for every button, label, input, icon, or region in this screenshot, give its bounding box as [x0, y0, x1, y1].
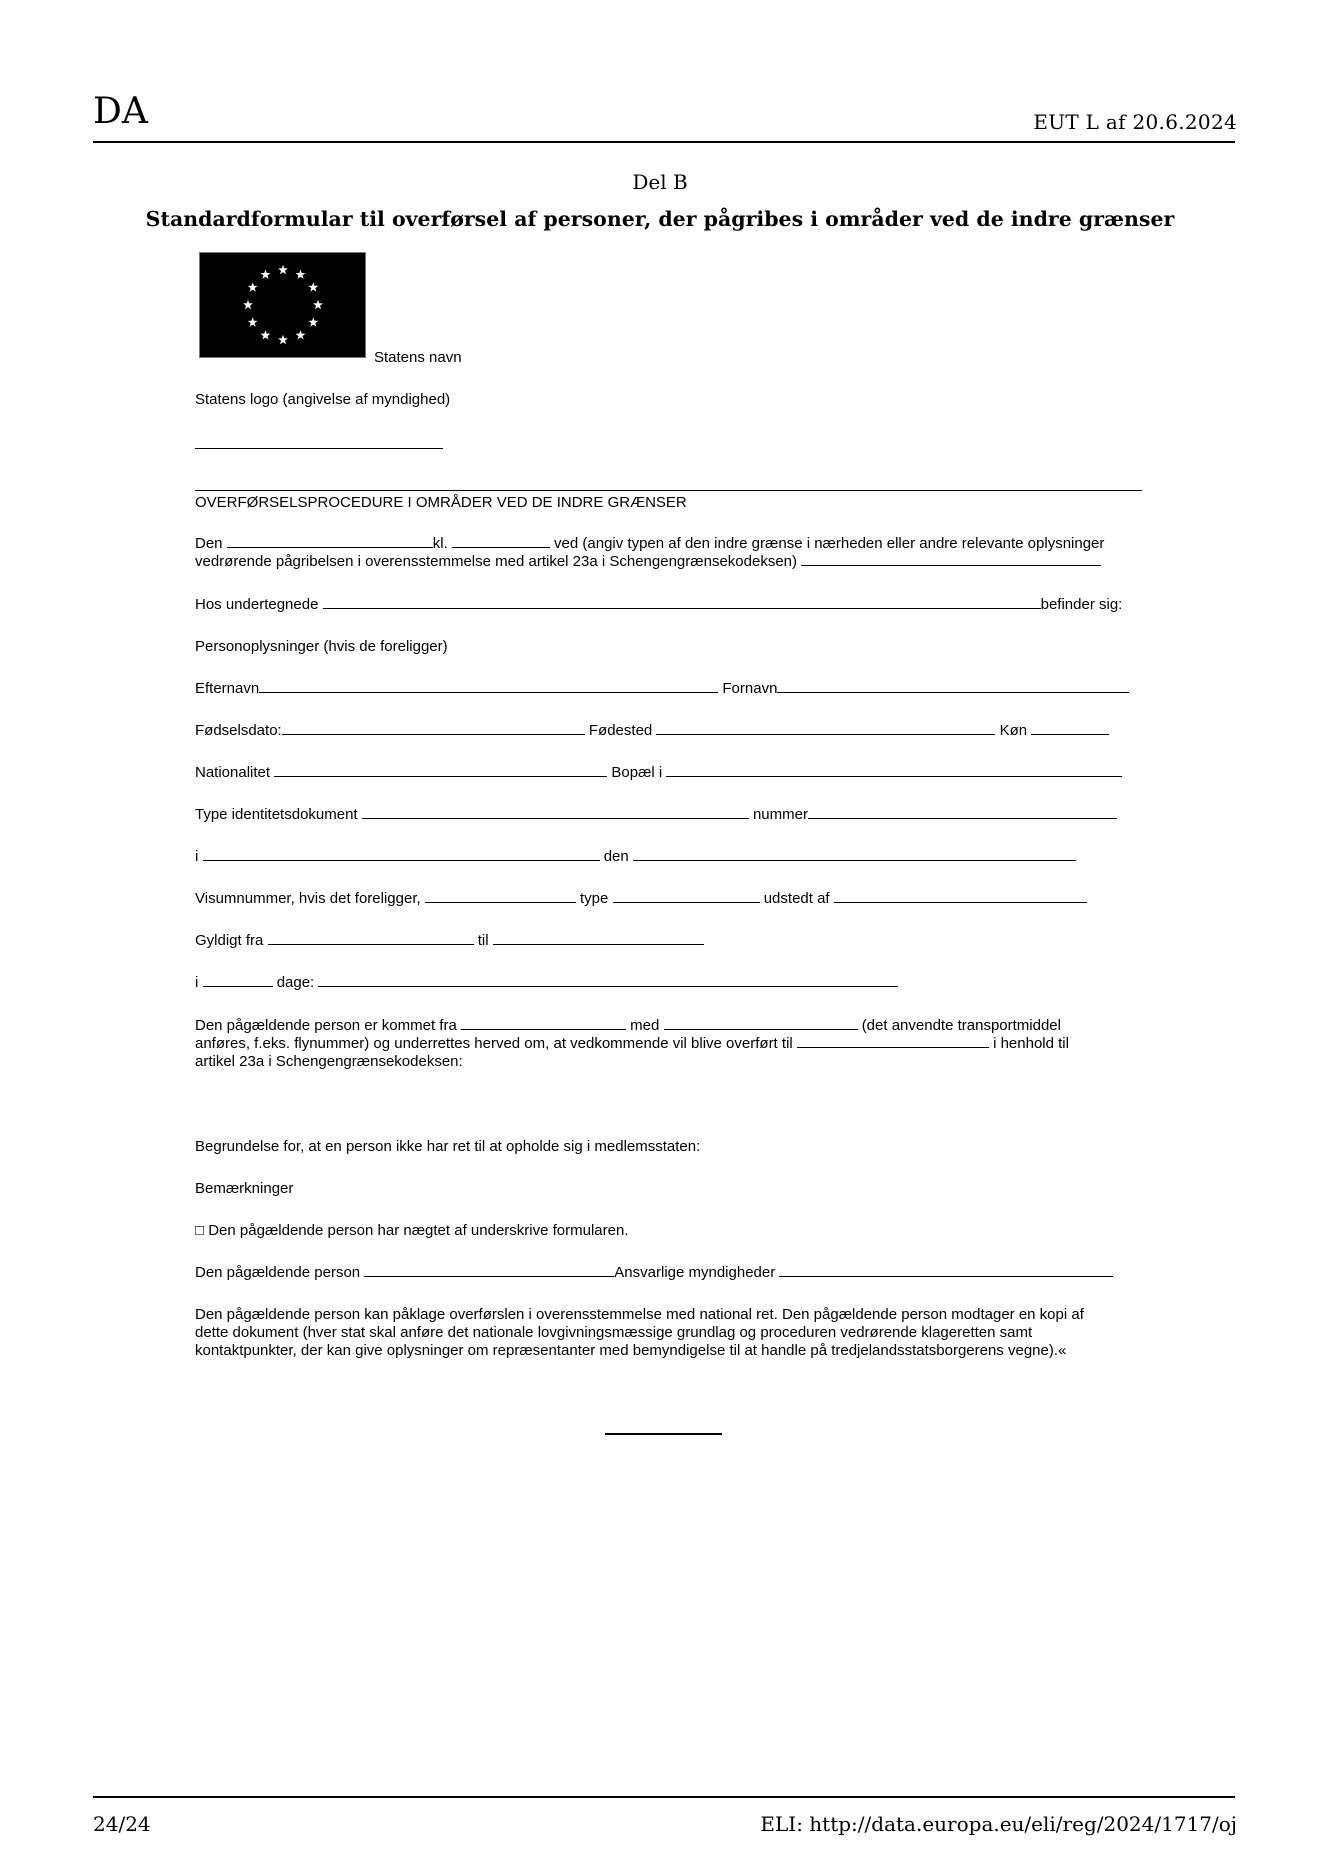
arrival-from-label: Den pågældende person er kommet fra — [195, 1017, 457, 1034]
validity-line — [195, 931, 704, 950]
arrival-line-2 — [195, 1034, 1069, 1053]
remarks-label: Bemærkninger — [195, 1180, 294, 1197]
page-number: 24/24 — [93, 1812, 151, 1836]
duration-days-field[interactable] — [203, 973, 273, 987]
duration-prefix: i — [195, 974, 199, 991]
star-icon — [248, 317, 258, 326]
present-label: befinder sig: — [1040, 596, 1123, 613]
issued-date-label: den — [603, 848, 629, 865]
star-icon — [308, 317, 318, 326]
sex-field[interactable] — [1031, 721, 1109, 735]
part-label: Del B — [632, 170, 688, 194]
star-icon — [278, 335, 288, 344]
id-number-label: nummer — [752, 806, 808, 823]
authority-signature-label: Ansvarlige myndigheder — [614, 1264, 776, 1281]
language-code: DA — [93, 91, 148, 132]
visa-line — [195, 889, 1087, 908]
star-icon — [261, 269, 271, 278]
residence-field[interactable] — [666, 763, 1122, 777]
star-icon — [243, 300, 253, 309]
border-type-label: ved (angiv typen af den indre grænse i nærheden eller andre relevante oplysninger — [554, 535, 1105, 552]
appeal-line-1: Den pågældende person kan påklage overførslen i overensstemmelse med national ret. Den pågældende person modtager en kopi af — [195, 1306, 1084, 1323]
star-icon — [296, 269, 306, 278]
person-signature-field[interactable] — [364, 1263, 614, 1277]
header-divider — [93, 141, 1235, 143]
border-type-label-2: vedrørende pågribelsen i overensstemmelse med artikel 23a i Schengengrænsekodeksen) — [195, 553, 797, 570]
surname-field[interactable] — [259, 679, 718, 693]
visa-type-label: type — [580, 890, 609, 907]
appeal-line-2: dette dokument (hver stat skal anføre det nationale lovgivningsmæssige grundlag og proceduren vedrørende klageretten samt — [195, 1324, 1033, 1341]
person-signature-label: Den pågældende person — [195, 1264, 361, 1281]
arrival-with-label: med — [630, 1017, 660, 1034]
border-type-line-2 — [195, 552, 1101, 571]
issued-in-field[interactable] — [203, 847, 600, 861]
transport-field[interactable] — [664, 1016, 858, 1030]
first-name-label: Fornavn — [722, 680, 778, 697]
visa-issued-by-label: udstedt af — [763, 890, 830, 907]
id-number-field[interactable] — [808, 805, 1117, 819]
custody-line — [195, 595, 1122, 614]
date-field[interactable] — [227, 534, 433, 548]
footer-divider — [93, 1796, 1235, 1798]
sex-label: Køn — [999, 722, 1028, 739]
valid-from-field[interactable] — [268, 931, 474, 945]
birth-place-field[interactable] — [656, 721, 995, 735]
id-type-label: Type identitetsdokument — [195, 806, 358, 823]
id-document-line — [195, 805, 1117, 824]
valid-to-field[interactable] — [493, 931, 704, 945]
visa-number-label: Visumnummer, hvis det foreligger, — [195, 890, 421, 907]
star-icon — [278, 265, 288, 274]
eu-flag-icon — [199, 252, 366, 358]
personal-info-heading: Personoplysninger (hvis de foreligger) — [195, 638, 448, 655]
custody-field[interactable] — [323, 595, 1041, 609]
star-icon — [248, 282, 258, 291]
star-icon — [296, 330, 306, 339]
custody-label: Hos undertegnede — [195, 596, 319, 613]
issued-date-field[interactable] — [633, 847, 1076, 861]
nationality-label: Nationalitet — [195, 764, 271, 781]
valid-from-label: Gyldigt fra — [195, 932, 264, 949]
duration-line — [195, 973, 898, 992]
procedure-heading: OVERFØRSELSPROCEDURE I OMRÅDER VED DE INDRE GRÆNSER — [195, 494, 687, 511]
id-type-field[interactable] — [362, 805, 749, 819]
star-icon — [313, 300, 323, 309]
transfer-destination-field[interactable] — [797, 1034, 989, 1048]
residence-label: Bopæl i — [611, 764, 663, 781]
eli-link[interactable]: ELI: http://data.europa.eu/eli/reg/2024/1717/oj — [760, 1812, 1237, 1836]
kl-label: kl. — [432, 535, 448, 552]
days-field[interactable] — [318, 973, 898, 987]
accordance-label: i henhold til — [993, 1035, 1069, 1052]
arrival-line-3: artikel 23a i Schengengrænsekodeksen: — [195, 1053, 463, 1070]
visa-issued-by-field[interactable] — [834, 889, 1087, 903]
state-name-label: Statens navn — [374, 349, 462, 366]
den-label: Den — [195, 535, 223, 552]
visa-type-field[interactable] — [613, 889, 760, 903]
arrival-from-field[interactable] — [461, 1016, 626, 1030]
journal-reference: EUT L af 20.6.2024 — [1033, 110, 1237, 134]
birth-date-label: Fødselsdato: — [195, 722, 282, 739]
refused-checkbox-line[interactable]: □ Den pågældende person har nægtet af underskrive formularen. — [195, 1222, 629, 1239]
valid-to-label: til — [477, 932, 489, 949]
visa-number-field[interactable] — [425, 889, 576, 903]
transport-note: (det anvendte transportmiddel — [861, 1017, 1061, 1034]
birth-line — [195, 721, 1109, 740]
eu-stars-icon — [200, 253, 367, 359]
nationality-field[interactable] — [274, 763, 607, 777]
birth-place-label: Fødested — [588, 722, 653, 739]
border-type-field[interactable] — [801, 552, 1101, 566]
arrival-line-1 — [195, 1016, 1061, 1035]
end-divider — [605, 1433, 722, 1435]
date-time-line — [195, 534, 1104, 553]
name-line — [195, 679, 1129, 698]
document-title: Standardformular til overførsel af personer, der pågribes i områder ved de indre grænser — [145, 207, 1175, 231]
first-name-field[interactable] — [777, 679, 1129, 693]
birth-date-field[interactable] — [282, 721, 585, 735]
surname-label: Efternavn — [195, 680, 260, 697]
time-field[interactable] — [452, 534, 550, 548]
state-logo-label: Statens logo (angivelse af myndighed) — [195, 391, 451, 408]
issued-in-label: i — [195, 848, 199, 865]
reason-label: Begrundelse for, at en person ikke har ret til at opholde sig i medlemsstaten: — [195, 1138, 701, 1155]
nationality-line — [195, 763, 1122, 782]
signature-line — [195, 1263, 1113, 1282]
star-icon — [261, 330, 271, 339]
appeal-line-3: kontaktpunkter, der kan give oplysninger om repræsentanter med bemyndigelse til at handle på tredjelandsstatsborgerens vegne).« — [195, 1342, 1067, 1359]
transfer-label: anføres, f.eks. flynummer) og underrettes herved om, at vedkommende vil blive overført til — [195, 1035, 793, 1052]
authority-signature-field[interactable] — [779, 1263, 1113, 1277]
issued-line — [195, 847, 1076, 866]
procedure-divider — [195, 490, 1142, 491]
star-icon — [308, 282, 318, 291]
authority-line[interactable] — [195, 448, 443, 449]
days-label: dage: — [276, 974, 315, 991]
